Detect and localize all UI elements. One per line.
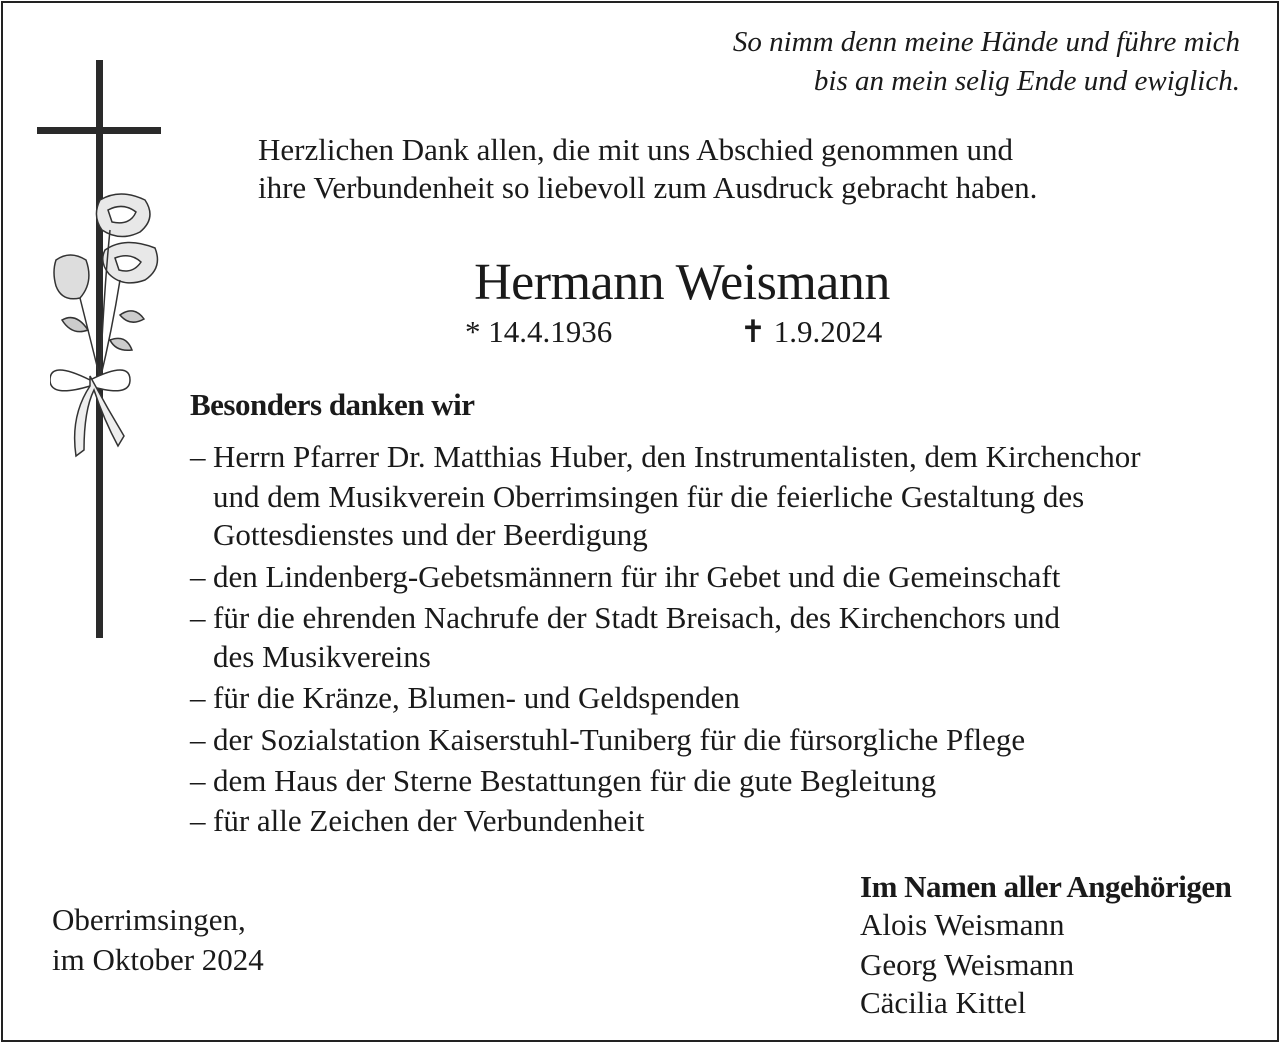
quote-line: bis an mein selig Ende und ewiglich. <box>813 65 1240 97</box>
list-dash: – <box>190 439 206 474</box>
quote-line: So nimm denn meine Hände und führe mich <box>732 26 1240 58</box>
list-item: des Musikvereins <box>213 639 431 674</box>
list-dash: – <box>190 559 206 594</box>
death-date <box>740 312 882 352</box>
deceased-name: Hermann Weismann <box>474 254 890 311</box>
list-item: für alle Zeichen der Verbundenheit <box>213 803 645 838</box>
roses-icon <box>50 180 170 480</box>
star-icon: * <box>465 314 481 349</box>
birth-date-value: 14.4.1936 <box>488 314 613 349</box>
list-item: den Lindenberg-Gebetsmännern für ihr Gebet und die Gemeinschaft <box>213 559 1061 594</box>
list-item: Gottesdienstes und der Beerdigung <box>213 517 648 552</box>
list-item: dem Haus der Sterne Bestattungen für die gute Begleitung <box>213 763 937 798</box>
list-dash: – <box>190 803 206 838</box>
list-item: für die Kränze, Blumen- und Geldspenden <box>213 680 740 715</box>
list-dash: – <box>190 600 206 635</box>
thanks-line: ihre Verbundenheit so liebevoll zum Ausdruck gebracht haben. <box>258 170 1038 205</box>
list-item: und dem Musikverein Oberrimsingen für die feierliche Gestaltung des <box>213 479 1085 514</box>
thanks-line: Herzlichen Dank allen, die mit uns Abschied genommen und <box>258 132 1014 167</box>
list-item: der Sozialstation Kaiserstuhl-Tuniberg für die fürsorgliche Pflege <box>213 722 1026 757</box>
signature-heading: Im Namen aller Angehörigen <box>860 869 1232 904</box>
list-dash: – <box>190 680 206 715</box>
list-item: für die ehrenden Nachrufe der Stadt Breisach, des Kirchenchors und <box>213 600 1061 635</box>
birth-date <box>465 312 612 352</box>
cross-bar <box>37 127 161 134</box>
cross-symbol-icon: ✝ <box>740 314 766 349</box>
signatory: Alois Weismann <box>860 907 1065 942</box>
date-line: im Oktober 2024 <box>52 942 264 977</box>
list-dash: – <box>190 763 206 798</box>
death-date-value: 1.9.2024 <box>773 314 883 349</box>
list-item: Herrn Pfarrer Dr. Matthias Huber, den Instrumentalisten, dem Kirchenchor <box>213 439 1141 474</box>
signatory: Georg Weismann <box>860 947 1075 982</box>
signatory: Cäcilia Kittel <box>860 985 1027 1020</box>
special-heading: Besonders danken wir <box>190 387 475 422</box>
list-dash: – <box>190 722 206 757</box>
place: Oberrimsingen, <box>52 902 246 937</box>
